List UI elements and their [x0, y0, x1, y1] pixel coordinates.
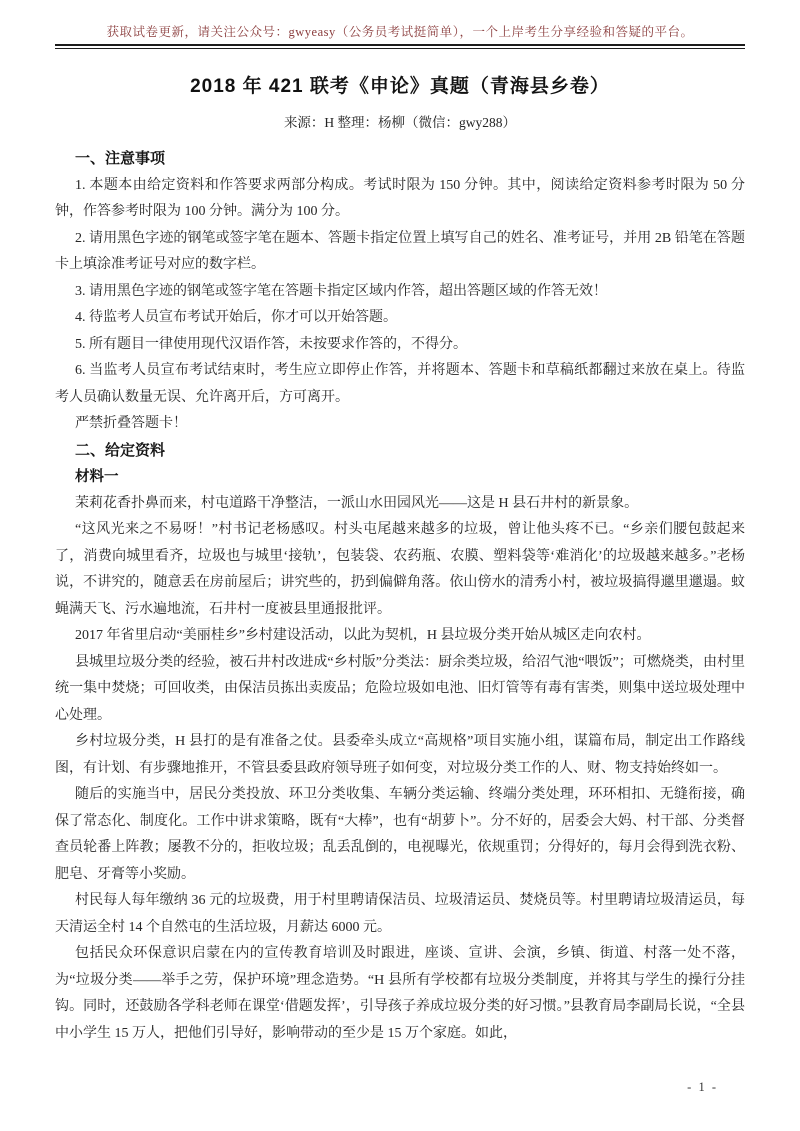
header-notice: 获取试卷更新，请关注公众号：gwyeasy（公务员考试挺简单），一个上岸考生分享经验和答疑的平台。: [106, 25, 694, 39]
page-title: 2018 年 421 联考《申论》真题（青海县乡卷）: [190, 76, 610, 97]
section-heading-notes: 一、注意事项: [75, 150, 166, 167]
notes-item-2: 2. 请用黑色字迹的钢笔或签字笔在题本、答题卡指定位置上填写自己的姓名、准考证号，并用 2B 铅笔在答题卡上填涂准考证号对应的数字栏。: [55, 230, 745, 272]
material-paragraph-1: 茉莉花香扑鼻而来，村屯道路干净整洁，一派山水田园风光——这是 H 县石井村的新景象。: [75, 495, 639, 511]
notes-item-4: 4. 待监考人员宣布考试开始后，你才可以开始答题。: [75, 310, 397, 325]
section-heading-materials: 二、给定资料: [75, 441, 166, 459]
page-number: - 1 -: [687, 1080, 718, 1094]
material-paragraph-4: 县城里垃圾分类的经验，被石井村改进成“乡村版”分类法：厨余类垃圾，给沼气池“喂饭”；可燃烧类，由村里统一集中焚烧；可回收类，由保洁员拣出卖废品；危险垃圾如电池、旧灯管等有毒有害类，则集中送垃圾处理中心处理。: [55, 654, 745, 723]
material-one-heading: 材料一: [75, 469, 119, 485]
notes-item-3: 3. 请用黑色字迹的钢笔或签字笔在答题卡指定区域内作答，超出答题区域的作答无效！: [75, 283, 607, 299]
notes-warning: 严禁折叠答题卡！: [75, 416, 187, 431]
notes-item-1: 1. 本题本由给定资料和作答要求两部分构成。考试时限为 150 分钟。其中，阅读给定资料参考时限为 50 分钟，作答参考时限为 100 分钟。满分为 100 分。: [55, 177, 745, 219]
header-divider: [55, 44, 745, 49]
document-body: [55, 146, 745, 1047]
notes-item-5: 5. 所有题目一律使用现代汉语作答，未按要求作答的，不得分。: [75, 336, 467, 352]
material-paragraph-2: “这风光来之不易呀！”村书记老杨感叹。村头屯尾越来越多的垃圾，曾让他头疼不已。“乡亲们腰包鼓起来了，消费向城里看齐，垃圾也与城里‘接轨’，包装袋、农药瓶、农膜、塑料袋等‘难消化’的垃圾越来越多。”老杨说，不讲究的，随意丢在房前屋后；讲究些的，扔到偏僻角落。依山傍水的清秀小村，被垃圾搞得邋里邋遢。蚊蝇满天飞、污水遍地流，石井村一度被县里通报批评。: [55, 522, 745, 617]
material-paragraph-8: 包括民众环保意识启蒙在内的宣传教育培训及时跟进，座谈、宣讲、会演，乡镇、街道、村落一处不落，为“垃圾分类——举手之劳，保护环境”理念造势。“H 县所有学校都有垃圾分类制度，并将其与学生的操行分挂钩。同时，还鼓励各学科老师在课堂‘借题发挥’，引导孩子养成垃圾分类的好习惯。”县教育局李副局长说，“全县中小学生 15 万人，把他们引导好，影响带动的至少是 15 万个家庭。如此，: [55, 946, 745, 1041]
material-paragraph-7: 村民每人每年缴纳 36 元的垃圾费，用于村里聘请保洁员、垃圾清运员、焚烧员等。村里聘请垃圾清运员，每天清运全村 14 个自然屯的生活垃圾，月薪达 6000 元。: [55, 893, 745, 935]
material-paragraph-5: 乡村垃圾分类，H 县打的是有准备之仗。县委牵头成立“高规格”项目实施小组，谋篇布局，制定出工作路线图，有计划、有步骤地推开，不管县委县政府领导班子如何变，对垃圾分类工作的人、财、物支持始终如一。: [55, 734, 745, 776]
notes-item-6: 6. 当监考人员宣布考试结束时，考生应立即停止作答，并将题本、答题卡和草稿纸都翻过来放在桌上。待监考人员确认数量无误、允许离开后，方可离开。: [55, 363, 745, 405]
material-paragraph-3: 2017 年省里启动“美丽桂乡”乡村建设活动，以此为契机，H 县垃圾分类开始从城区走向农村。: [75, 628, 651, 643]
source-line: 来源：H 整理：杨柳（微信：gwy288）: [283, 115, 517, 130]
material-paragraph-6: 随后的实施当中，居民分类投放、环卫分类收集、车辆分类运输、终端分类处理，环环相扣、无缝衔接，确保了常态化、制度化。工作中讲求策略，既有“大棒”，也有“胡萝卜”。分不好的，居委会大妈、村干部、分类督查员轮番上阵教；屡教不分的，拒收垃圾；乱丢乱倒的，电视曝光，依规重罚；分得好的，每月会得到洗衣粉、肥皂、牙膏等小奖励。: [55, 787, 745, 882]
